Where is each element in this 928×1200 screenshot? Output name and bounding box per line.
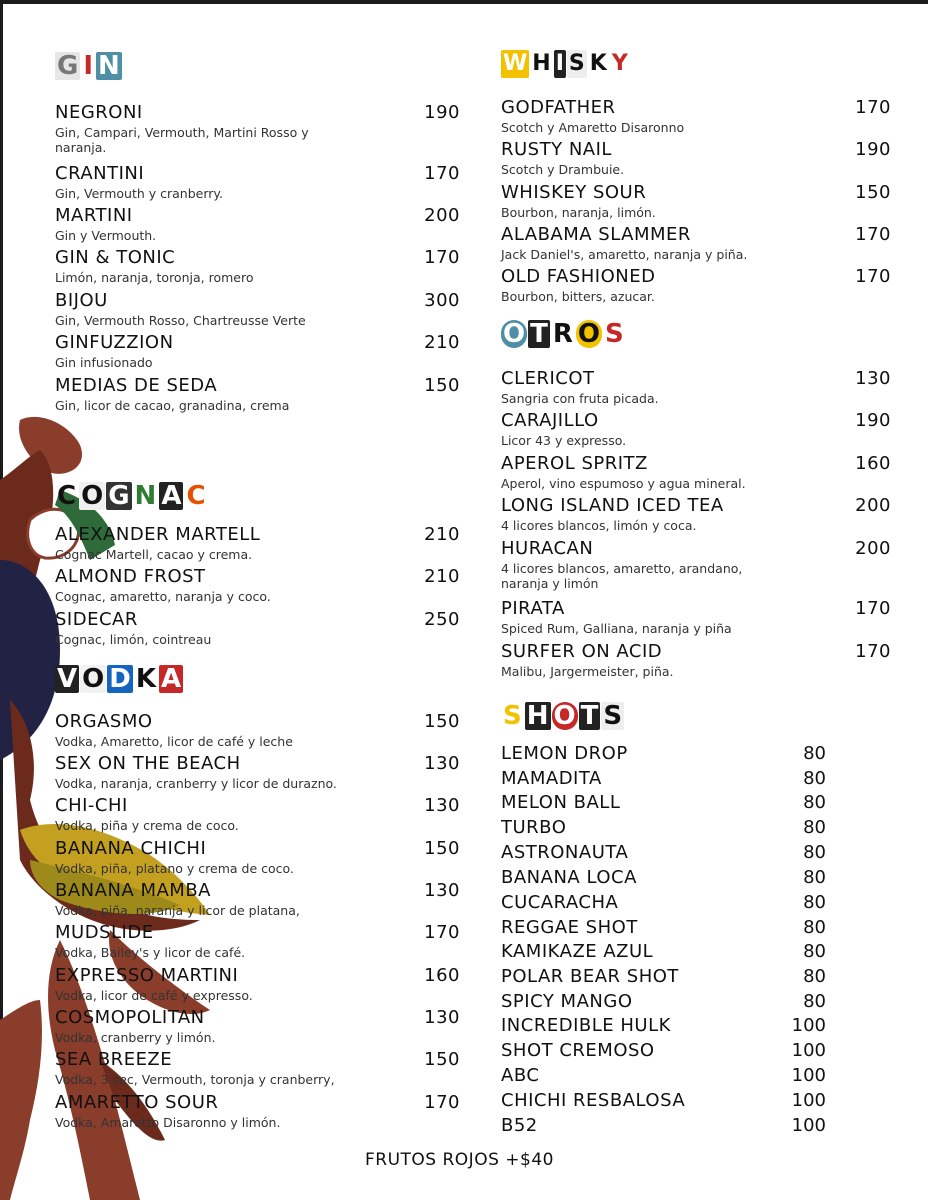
item-price: 200 bbox=[855, 538, 891, 559]
item-name: CARAJILLO bbox=[501, 410, 599, 431]
item-name: RUSTY NAIL bbox=[501, 139, 612, 160]
item-name: EXPRESSO MARTINI bbox=[55, 965, 239, 986]
menu-item bbox=[55, 102, 460, 155]
item-name: MEDIAS DE SEDA bbox=[55, 375, 218, 396]
item-price: 100 bbox=[791, 1065, 826, 1086]
item-name: APEROL SPRITZ bbox=[501, 453, 648, 474]
item-price: 80 bbox=[803, 768, 826, 789]
item-name: HURACAN bbox=[501, 538, 594, 559]
item-price: 210 bbox=[424, 566, 460, 587]
shot-item bbox=[501, 1065, 826, 1087]
shot-item bbox=[501, 817, 826, 839]
heading-letter: A bbox=[161, 481, 182, 511]
item-description: Gin, Campari, Vermouth, Martini Rosso y naranja. bbox=[55, 125, 309, 155]
menu-item bbox=[55, 566, 460, 604]
heading-letter: S bbox=[603, 701, 623, 731]
item-name: MAMADITA bbox=[501, 768, 602, 789]
item-name: ABC bbox=[501, 1065, 540, 1086]
menu-item bbox=[501, 97, 891, 135]
item-name: SHOT CREMOSO bbox=[501, 1040, 655, 1061]
menu-item bbox=[55, 1049, 460, 1087]
item-description: Aperol, vino espumoso y agua mineral. bbox=[501, 476, 746, 491]
menu-item bbox=[501, 224, 891, 262]
item-name: ALABAMA SLAMMER bbox=[501, 224, 691, 245]
item-price: 170 bbox=[424, 247, 460, 268]
item-name: CLERICOT bbox=[501, 368, 595, 389]
item-price: 190 bbox=[855, 410, 891, 431]
item-description: 4 licores blancos, amaretto, arandano, naranja y limón bbox=[501, 561, 743, 591]
item-name: REGGAE SHOT bbox=[501, 917, 638, 938]
item-price: 80 bbox=[803, 892, 826, 913]
item-description: Vodka, piña, platano y crema de coco. bbox=[55, 861, 294, 876]
item-name: ORGASMO bbox=[55, 711, 153, 732]
item-name: MELON BALL bbox=[501, 792, 621, 813]
item-name: BANANA MAMBA bbox=[55, 880, 211, 901]
item-description: Cognac, amaretto, naranja y coco. bbox=[55, 589, 271, 604]
item-description: Sangria con fruta picada. bbox=[501, 391, 659, 406]
section-heading-whisky bbox=[501, 50, 630, 78]
heading-letter: H bbox=[532, 51, 551, 76]
heading-letter: T bbox=[530, 319, 548, 349]
heading-letter: O bbox=[553, 701, 576, 731]
item-name: KAMIKAZE AZUL bbox=[501, 941, 654, 962]
menu-item bbox=[501, 453, 891, 491]
item-description: Gin, licor de cacao, granadina, crema bbox=[55, 398, 290, 413]
heading-letter: N bbox=[134, 481, 157, 511]
menu-item bbox=[55, 1092, 460, 1130]
item-price: 150 bbox=[424, 838, 460, 859]
item-name: ALEXANDER MARTELL bbox=[55, 524, 261, 545]
item-name: SURFER ON ACID bbox=[501, 641, 663, 662]
item-name: BANANA CHICHI bbox=[55, 838, 207, 859]
menu-item bbox=[55, 247, 460, 285]
item-price: 100 bbox=[791, 1015, 826, 1036]
item-name: GINFUZZION bbox=[55, 332, 174, 353]
item-name: POLAR BEAR SHOT bbox=[501, 966, 679, 987]
item-price: 100 bbox=[791, 1115, 826, 1136]
section-heading-gin bbox=[55, 52, 122, 80]
menu-item bbox=[501, 182, 891, 220]
item-description: Gin, Vermouth Rosso, Chartreusse Verte bbox=[55, 313, 306, 328]
menu-item bbox=[501, 266, 891, 304]
shot-item bbox=[501, 768, 826, 790]
shot-item bbox=[501, 743, 826, 765]
item-price: 80 bbox=[803, 917, 826, 938]
item-price: 170 bbox=[424, 163, 460, 184]
item-price: 130 bbox=[424, 753, 460, 774]
menu-item bbox=[55, 795, 460, 833]
item-description: Scotch y Amaretto Disaronno bbox=[501, 120, 685, 135]
menu-item bbox=[55, 838, 460, 876]
menu-item bbox=[55, 332, 460, 370]
shot-item bbox=[501, 1115, 826, 1137]
item-price: 160 bbox=[424, 965, 460, 986]
item-price: 150 bbox=[424, 375, 460, 396]
item-name: SIDECAR bbox=[55, 609, 138, 630]
item-price: 130 bbox=[855, 368, 891, 389]
section-heading-cognac bbox=[55, 482, 208, 510]
item-name: GIN & TONIC bbox=[55, 247, 176, 268]
heading-letter: C bbox=[186, 481, 206, 511]
heading-letter: I bbox=[555, 51, 564, 76]
menu-item bbox=[55, 965, 460, 1003]
menu-item bbox=[55, 753, 460, 791]
heading-letter: I bbox=[83, 51, 94, 81]
item-description: Cognac, limón, cointreau bbox=[55, 632, 212, 647]
menu-item bbox=[55, 922, 460, 960]
menu-item bbox=[55, 375, 460, 413]
item-price: 250 bbox=[424, 609, 460, 630]
item-name: AMARETTO SOUR bbox=[55, 1092, 219, 1113]
item-name: LEMON DROP bbox=[501, 743, 628, 764]
item-name: BIJOU bbox=[55, 290, 108, 311]
heading-letter: K bbox=[589, 51, 607, 76]
item-name: WHISKEY SOUR bbox=[501, 182, 647, 203]
item-price: 130 bbox=[424, 795, 460, 816]
menu-item bbox=[55, 163, 460, 201]
section-heading-otros bbox=[501, 320, 626, 348]
item-description: Gin y Vermouth. bbox=[55, 228, 157, 243]
heading-letter: O bbox=[82, 664, 105, 694]
item-price: 80 bbox=[803, 792, 826, 813]
item-price: 80 bbox=[803, 991, 826, 1012]
heading-letter: S bbox=[503, 701, 522, 731]
menu-item bbox=[55, 1007, 460, 1045]
item-price: 210 bbox=[424, 524, 460, 545]
item-price: 160 bbox=[855, 453, 891, 474]
heading-letter: N bbox=[98, 51, 120, 81]
item-price: 170 bbox=[855, 97, 891, 118]
item-description: Bourbon, naranja, limón. bbox=[501, 205, 656, 220]
item-price: 150 bbox=[424, 711, 460, 732]
item-description: Cognac Martell, cacao y crema. bbox=[55, 547, 253, 562]
item-name: B52 bbox=[501, 1115, 538, 1136]
heading-letter: R bbox=[552, 319, 573, 349]
heading-letter: A bbox=[160, 664, 182, 694]
item-description: Jack Daniel's, amaretto, naranja y piña. bbox=[501, 247, 748, 262]
item-price: 190 bbox=[424, 102, 460, 123]
item-price: 80 bbox=[803, 817, 826, 838]
item-name: SEA BREEZE bbox=[55, 1049, 173, 1070]
item-price: 80 bbox=[803, 966, 826, 987]
heading-letter: H bbox=[526, 701, 549, 731]
item-name: INCREDIBLE HULK bbox=[501, 1015, 671, 1036]
section-heading-vodka bbox=[55, 665, 183, 693]
item-description: Licor 43 y expresso. bbox=[501, 433, 627, 448]
item-name: ALMOND FROST bbox=[55, 566, 206, 587]
item-name: CHICHI RESBALOSA bbox=[501, 1090, 686, 1111]
item-price: 150 bbox=[855, 182, 891, 203]
item-price: 200 bbox=[855, 495, 891, 516]
heading-letter: S bbox=[605, 319, 624, 349]
item-price: 200 bbox=[424, 205, 460, 226]
shot-item bbox=[501, 867, 826, 889]
heading-letter: O bbox=[503, 319, 526, 349]
item-description: Gin, Vermouth y cranberry. bbox=[55, 186, 223, 201]
shot-item bbox=[501, 792, 826, 814]
footer-note: FRUTOS ROJOS +$40 bbox=[365, 1150, 554, 1170]
item-price: 170 bbox=[855, 641, 891, 662]
item-name: CUCARACHA bbox=[501, 892, 619, 913]
shot-item bbox=[501, 1040, 826, 1062]
item-price: 80 bbox=[803, 743, 826, 764]
heading-letter: D bbox=[109, 664, 131, 694]
heading-letter: T bbox=[580, 701, 599, 731]
heading-letter: W bbox=[503, 51, 528, 76]
item-description: Bourbon, bitters, azucar. bbox=[501, 289, 655, 304]
heading-letter: O bbox=[81, 481, 104, 511]
item-price: 130 bbox=[424, 1007, 460, 1028]
item-description: Vodka, licor de café y expresso. bbox=[55, 988, 253, 1003]
item-price: 150 bbox=[424, 1049, 460, 1070]
item-price: 170 bbox=[855, 598, 891, 619]
item-name: GODFATHER bbox=[501, 97, 616, 118]
item-description: Vodka, cranberry y limón. bbox=[55, 1030, 216, 1045]
item-description: Vodka, piña y crema de coco. bbox=[55, 818, 239, 833]
menu-item bbox=[55, 290, 460, 328]
heading-letter: G bbox=[57, 51, 79, 81]
menu-item bbox=[501, 598, 891, 636]
item-description: 4 licores blancos, limón y coca. bbox=[501, 518, 697, 533]
item-price: 80 bbox=[803, 842, 826, 863]
item-name: SPICY MANGO bbox=[501, 991, 633, 1012]
item-description: Vodka, Bailey's y licor de café. bbox=[55, 945, 246, 960]
item-name: LONG ISLAND ICED TEA bbox=[501, 495, 724, 516]
shot-item bbox=[501, 1015, 826, 1037]
right-column bbox=[501, 0, 891, 1200]
item-name: PIRATA bbox=[501, 598, 565, 619]
item-description: Vodka, Amaretto Disaronno y limón. bbox=[55, 1115, 281, 1130]
item-name: NEGRONI bbox=[55, 102, 143, 123]
menu-item bbox=[501, 495, 891, 533]
item-price: 210 bbox=[424, 332, 460, 353]
heading-letter: V bbox=[57, 664, 78, 694]
menu-item bbox=[55, 205, 460, 243]
item-price: 170 bbox=[855, 266, 891, 287]
item-name: OLD FASHIONED bbox=[501, 266, 656, 287]
item-description: Scotch y Drambuie. bbox=[501, 162, 625, 177]
item-name: TURBO bbox=[501, 817, 567, 838]
menu-item bbox=[55, 711, 460, 749]
item-description: Vodka, 3 sec, Vermouth, toronja y cranberry, bbox=[55, 1072, 335, 1087]
item-price: 170 bbox=[424, 922, 460, 943]
shot-item bbox=[501, 892, 826, 914]
item-description: Gin infusionado bbox=[55, 355, 153, 370]
item-price: 100 bbox=[791, 1090, 826, 1111]
item-description: Vodka, piña, naranja y licor de platana, bbox=[55, 903, 300, 918]
item-price: 300 bbox=[424, 290, 460, 311]
item-name: COSMOPOLITAN bbox=[55, 1007, 205, 1028]
menu-item bbox=[501, 538, 891, 591]
item-name: ASTRONAUTA bbox=[501, 842, 629, 863]
item-description: Limón, naranja, toronja, romero bbox=[55, 270, 254, 285]
shot-item bbox=[501, 917, 826, 939]
heading-letter: S bbox=[568, 51, 585, 76]
heading-letter: O bbox=[577, 319, 600, 349]
item-price: 80 bbox=[803, 941, 826, 962]
item-description: Malibu, Jargermeister, piña. bbox=[501, 664, 674, 679]
item-price: 170 bbox=[424, 1092, 460, 1113]
item-name: MUDSLIDE bbox=[55, 922, 154, 943]
item-name: MARTINI bbox=[55, 205, 133, 226]
item-price: 100 bbox=[791, 1040, 826, 1061]
heading-letter: C bbox=[57, 481, 77, 511]
heading-letter: G bbox=[108, 481, 130, 511]
heading-letter: K bbox=[135, 664, 156, 694]
left-column bbox=[55, 0, 460, 1200]
item-name: CRANTINI bbox=[55, 163, 145, 184]
menu-item bbox=[501, 410, 891, 448]
item-name: CHI-CHI bbox=[55, 795, 128, 816]
item-price: 170 bbox=[855, 224, 891, 245]
item-description: Spiced Rum, Galliana, naranja y piña bbox=[501, 621, 732, 636]
shot-item bbox=[501, 966, 826, 988]
heading-letter: Y bbox=[611, 51, 628, 76]
item-price: 130 bbox=[424, 880, 460, 901]
shot-item bbox=[501, 991, 826, 1013]
item-name: SEX ON THE BEACH bbox=[55, 753, 241, 774]
item-description: Vodka, Amaretto, licor de café y leche bbox=[55, 734, 293, 749]
menu-item bbox=[501, 368, 891, 406]
menu-item bbox=[55, 609, 460, 647]
menu-item bbox=[501, 641, 891, 679]
item-price: 80 bbox=[803, 867, 826, 888]
menu-item bbox=[55, 524, 460, 562]
menu-item bbox=[55, 880, 460, 918]
shot-item bbox=[501, 1090, 826, 1112]
shot-item bbox=[501, 941, 826, 963]
section-heading-shots bbox=[501, 702, 624, 730]
item-price: 190 bbox=[855, 139, 891, 160]
item-description: Vodka, naranja, cranberry y licor de durazno. bbox=[55, 776, 337, 791]
item-name: BANANA LOCA bbox=[501, 867, 637, 888]
shot-item bbox=[501, 842, 826, 864]
menu-item bbox=[501, 139, 891, 177]
